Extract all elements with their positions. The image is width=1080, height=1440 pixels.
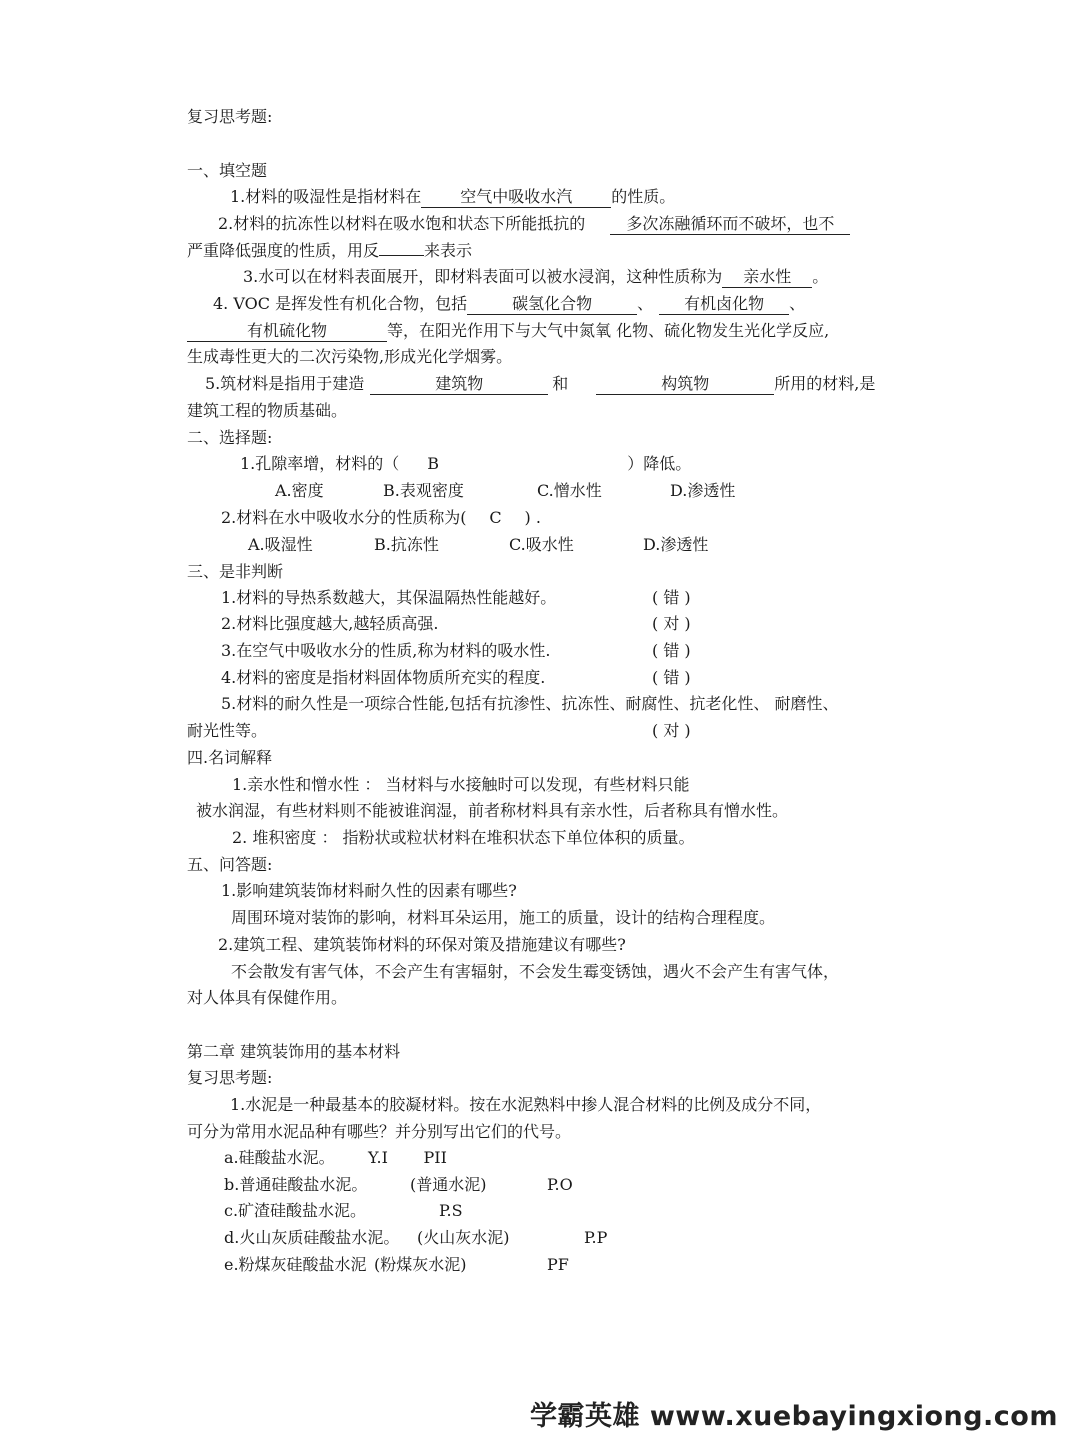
fill-blank-q2-cont	[187, 239, 472, 263]
chapter-question-cont: 可分为常用水泥品种有哪些？并分别写出它们的代号。	[187, 1122, 572, 1141]
term-item: 1.亲水性和憎水性 ： 当材料与水接触时可以发现，有些材料只能	[232, 775, 690, 794]
answer-blank: 碳氢化合物	[467, 294, 637, 315]
answer-blank: 构筑物	[596, 374, 774, 395]
judge-item: 3.在空气中吸收水分的性质,称为材料的吸水性.	[221, 641, 551, 660]
judge-answer: ( 错 )	[652, 588, 691, 607]
term-item-cont: 被水润湿，有些材料则不能被谁润湿，前者称材料具有亲水性，后者称具有憎水性。	[196, 801, 789, 820]
fill-blank-q4-cont	[187, 319, 829, 343]
answer-blank: 空气中吸收水汽	[421, 187, 611, 208]
cement-item-alias: (火山灰水泥)	[417, 1228, 510, 1247]
answer: B	[427, 454, 440, 473]
answer-blank: 有机卤化物	[659, 294, 789, 315]
judge-answer: ( 错 )	[652, 668, 691, 687]
judge-item: 1.材料的导热系数越大，其保温隔热性能越好。	[221, 588, 557, 607]
question-text: 1.孔隙率增，材料的（	[240, 454, 400, 473]
judge-item-cont: 耐光性等。	[187, 721, 268, 740]
chapter-question: 1.水泥是一种最基本的胶凝材料。按在水泥熟料中掺人混合材料的比例及成分不同，	[230, 1095, 822, 1114]
question-text: 1.材料的吸湿性是指材料在	[230, 187, 422, 206]
judge-answer: ( 错 )	[652, 641, 691, 660]
section-judge-title: 三、是非判断	[187, 562, 284, 581]
choice-q2-option: C.吸水性	[509, 535, 574, 554]
choice-q2-option: B.抗冻性	[374, 535, 439, 554]
answer-blank: 多次冻融循环而不破坏，也不	[610, 214, 850, 235]
fill-blank-q4	[213, 292, 805, 316]
separator: 、	[637, 294, 654, 313]
question-text: 所用的材料,是	[774, 374, 876, 393]
fill-blank-q5	[205, 372, 875, 396]
choice-q1-option: D.渗透性	[670, 481, 736, 500]
question-text: ) .	[524, 508, 541, 527]
answer-blank: 有机硫化物	[187, 321, 387, 342]
cement-item-name: a.硅酸盐水泥。	[224, 1148, 335, 1167]
cement-item-code: P.O	[547, 1175, 573, 1194]
question-text: 5.筑材料是指用于建造	[205, 374, 365, 393]
qa-question: 1.影响建筑装饰材料耐久性的因素有哪些?	[221, 881, 517, 900]
page-title: 复习思考题:	[187, 107, 273, 126]
fill-blank-q5-cont: 建筑工程的物质基础。	[187, 401, 348, 420]
section-choice-title: 二、选择题:	[187, 428, 273, 447]
cement-item-name: e.粉煤灰硅酸盐水泥	[224, 1255, 367, 1274]
chapter-title: 第二章 建筑装饰用的基本材料	[187, 1042, 401, 1061]
fill-blank-q1	[230, 185, 675, 209]
judge-answer: ( 对 )	[652, 721, 691, 740]
cement-item-name: d.火山灰质硅酸盐水泥。	[224, 1228, 400, 1247]
cement-item-code: Y.I PII	[368, 1148, 447, 1167]
qa-answer: 周围环境对装饰的影响，材料耳朵运用，施工的质量，设计的结构合理程度。	[231, 908, 776, 927]
fill-blank-q2	[218, 212, 850, 236]
cement-item-code: PF	[547, 1255, 569, 1274]
separator: 、	[789, 294, 806, 313]
choice-q1-option: A.密度	[275, 481, 324, 500]
chapter-subtitle: 复习思考题:	[187, 1068, 273, 1087]
section-qa-title: 五、问答题:	[187, 855, 273, 874]
question-text: 的性质。	[611, 187, 676, 206]
answer: C	[489, 508, 502, 527]
cement-item-code: P.P	[584, 1228, 608, 1247]
choice-q1	[240, 452, 691, 476]
cement-item-code: P.S	[439, 1201, 463, 1220]
question-text: 和	[552, 374, 569, 393]
judge-item: 2.材料比强度越大,越轻质高强.	[221, 614, 439, 633]
section-fill-blank-title: 一、填空题	[187, 161, 268, 180]
question-text: 等，在阳光作用下与大气中氮氧 化物、硫化物发生光化学反应,	[387, 321, 830, 340]
fill-blank-q4-cont2: 生成毒性更大的二次污染物,形成光化学烟雾。	[187, 347, 513, 366]
question-text: ）降低。	[627, 454, 692, 473]
question-text: 3.水可以在材料表面展开，即材料表面可以被水浸润，这种性质称为	[243, 267, 723, 286]
answer-blank	[379, 255, 424, 256]
judge-item: 4.材料的密度是指材料固体物质所充实的程度.	[221, 668, 546, 687]
answer-blank: 建筑物	[370, 374, 548, 395]
qa-question: 2.建筑工程、建筑装饰材料的环保对策及措施建议有哪些?	[218, 935, 626, 954]
question-text: 2.材料在水中吸收水分的性质称为(	[221, 508, 467, 527]
question-text: 4. VOC 是挥发性有机化合物，包括	[213, 294, 468, 313]
qa-answer-cont: 对人体具有保健作用。	[187, 988, 348, 1007]
cement-item-alias: (粉煤灰水泥)	[374, 1255, 467, 1274]
judge-answer: ( 对 )	[652, 614, 691, 633]
answer-blank: 亲水性	[722, 267, 812, 288]
fill-blank-q3	[243, 265, 828, 289]
watermark: 学霸英雄 www.xuebayingxiong.com	[529, 1401, 1058, 1432]
question-text: 来表示	[424, 241, 473, 260]
section-terms-title: 四.名词解释	[187, 748, 273, 767]
choice-q2-option: D.渗透性	[643, 535, 709, 554]
cement-item-name: b.普通硅酸盐水泥。	[224, 1175, 368, 1194]
choice-q2	[221, 506, 541, 530]
qa-answer: 不会散发有害气体，不会产生有害辐射，不会发生霉变锈蚀，遇火不会产生有害气体，	[231, 962, 840, 981]
question-text: 严重降低强度的性质，用反	[187, 241, 380, 260]
choice-q1-option: C.憎水性	[537, 481, 602, 500]
question-text: 2.材料的抗冻性以材料在吸水饱和状态下所能抵抗的	[218, 214, 586, 233]
judge-item: 5.材料的耐久性是一项综合性能,包括有抗渗性、抗冻性、耐腐性、抗老化性、 耐磨性、	[221, 694, 839, 713]
cement-item-name: c.矿渣硅酸盐水泥。	[224, 1201, 367, 1220]
cement-item-alias: (普通水泥)	[410, 1175, 487, 1194]
question-text: 。	[812, 267, 829, 286]
choice-q1-option: B.表观密度	[383, 481, 464, 500]
choice-q2-option: A.吸湿性	[248, 535, 313, 554]
term-item: 2. 堆积密度 ： 指粉状或粒状材料在堆积状态下单位体积的质量。	[232, 828, 695, 847]
